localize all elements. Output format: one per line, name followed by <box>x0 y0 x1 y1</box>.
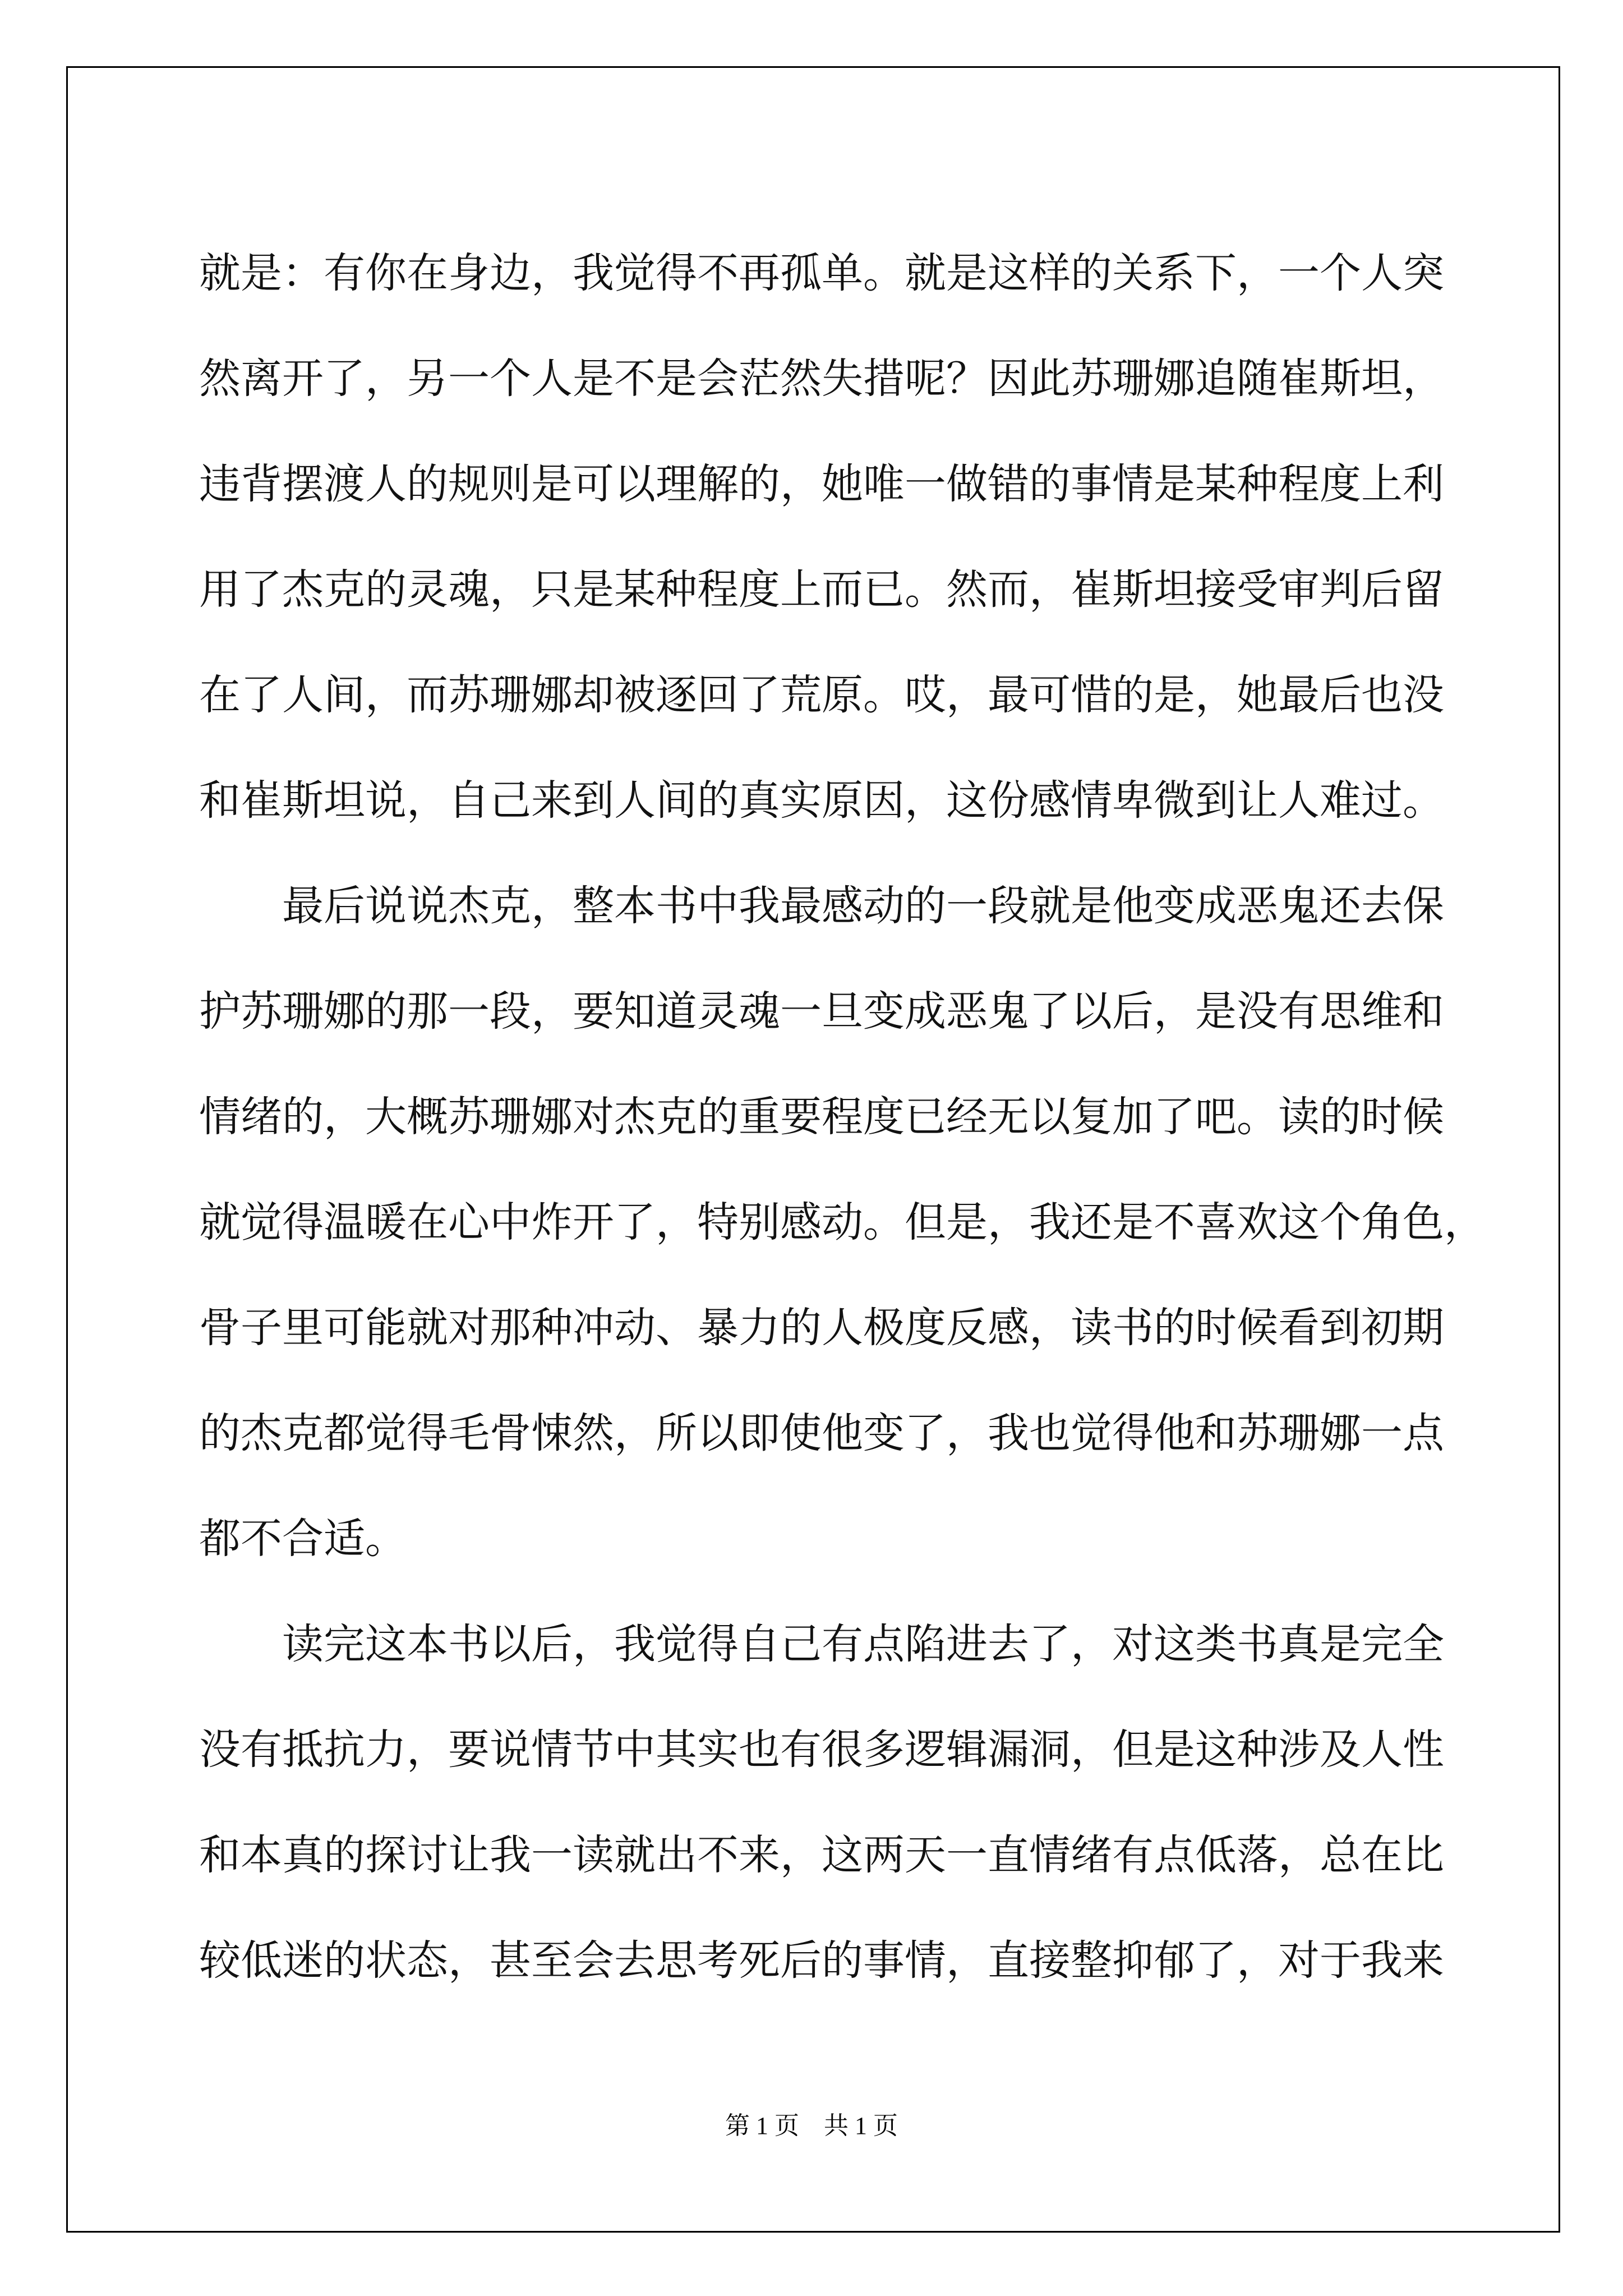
text-line: 骨子里可能就对那种冲动、暴力的人极度反感，读书的时候看到初期 <box>199 1304 1444 1352</box>
document-body <box>199 220 1486 2013</box>
text-line: 违背摆渡人的规则是可以理解的，她唯一做错的事情是某种程度上利 <box>199 460 1444 508</box>
text-line: 就是：有你在身边，我觉得不再孤单。就是这样的关系下，一个人突 <box>199 249 1444 297</box>
text-line: 就觉得温暖在心中炸开了，特别感动。但是，我还是不喜欢这个角色， <box>199 1198 1486 1246</box>
page-number-footer: 第 1 页 共 1 页 <box>725 2112 898 2139</box>
text-line: 在了人间，而苏珊娜却被逐回了荒原。哎，最可惜的是，她最后也没 <box>199 671 1444 719</box>
text-line: 较低迷的状态，甚至会去思考死后的事情，直接整抑郁了，对于我来 <box>199 1936 1444 1985</box>
text-line: 情绪的，大概苏珊娜对杰克的重要程度已经无以复加了吧。读的时候 <box>199 1093 1444 1141</box>
text-line: 然离开了，另一个人是不是会茫然失措呢？因此苏珊娜追随崔斯坦， <box>199 355 1444 403</box>
text-line: 护苏珊娜的那一段，要知道灵魂一旦变成恶鬼了以后，是没有思维和 <box>199 987 1444 1036</box>
paragraph-first-line: 读完这本书以后，我觉得自己有点陷进去了，对这类书真是完全 <box>282 1620 1444 1668</box>
text-line: 没有抵抗力，要说情节中其实也有很多逻辑漏洞，但是这种涉及人性 <box>199 1726 1444 1774</box>
paragraph-first-line: 最后说说杰克，整本书中我最感动的一段就是他变成恶鬼还去保 <box>282 882 1444 930</box>
text-line: 都不合适。 <box>199 1515 407 1563</box>
text-line: 用了杰克的灵魂，只是某种程度上而已。然而，崔斯坦接受审判后留 <box>199 565 1444 614</box>
text-line: 和本真的探讨让我一读就出不来，这两天一直情绪有点低落，总在比 <box>199 1831 1444 1879</box>
text-line: 和崔斯坦说，自己来到人间的真实原因，这份感情卑微到让人难过。 <box>199 776 1444 825</box>
text-line: 的杰克都觉得毛骨悚然，所以即使他变了，我也觉得他和苏珊娜一点 <box>199 1409 1444 1457</box>
